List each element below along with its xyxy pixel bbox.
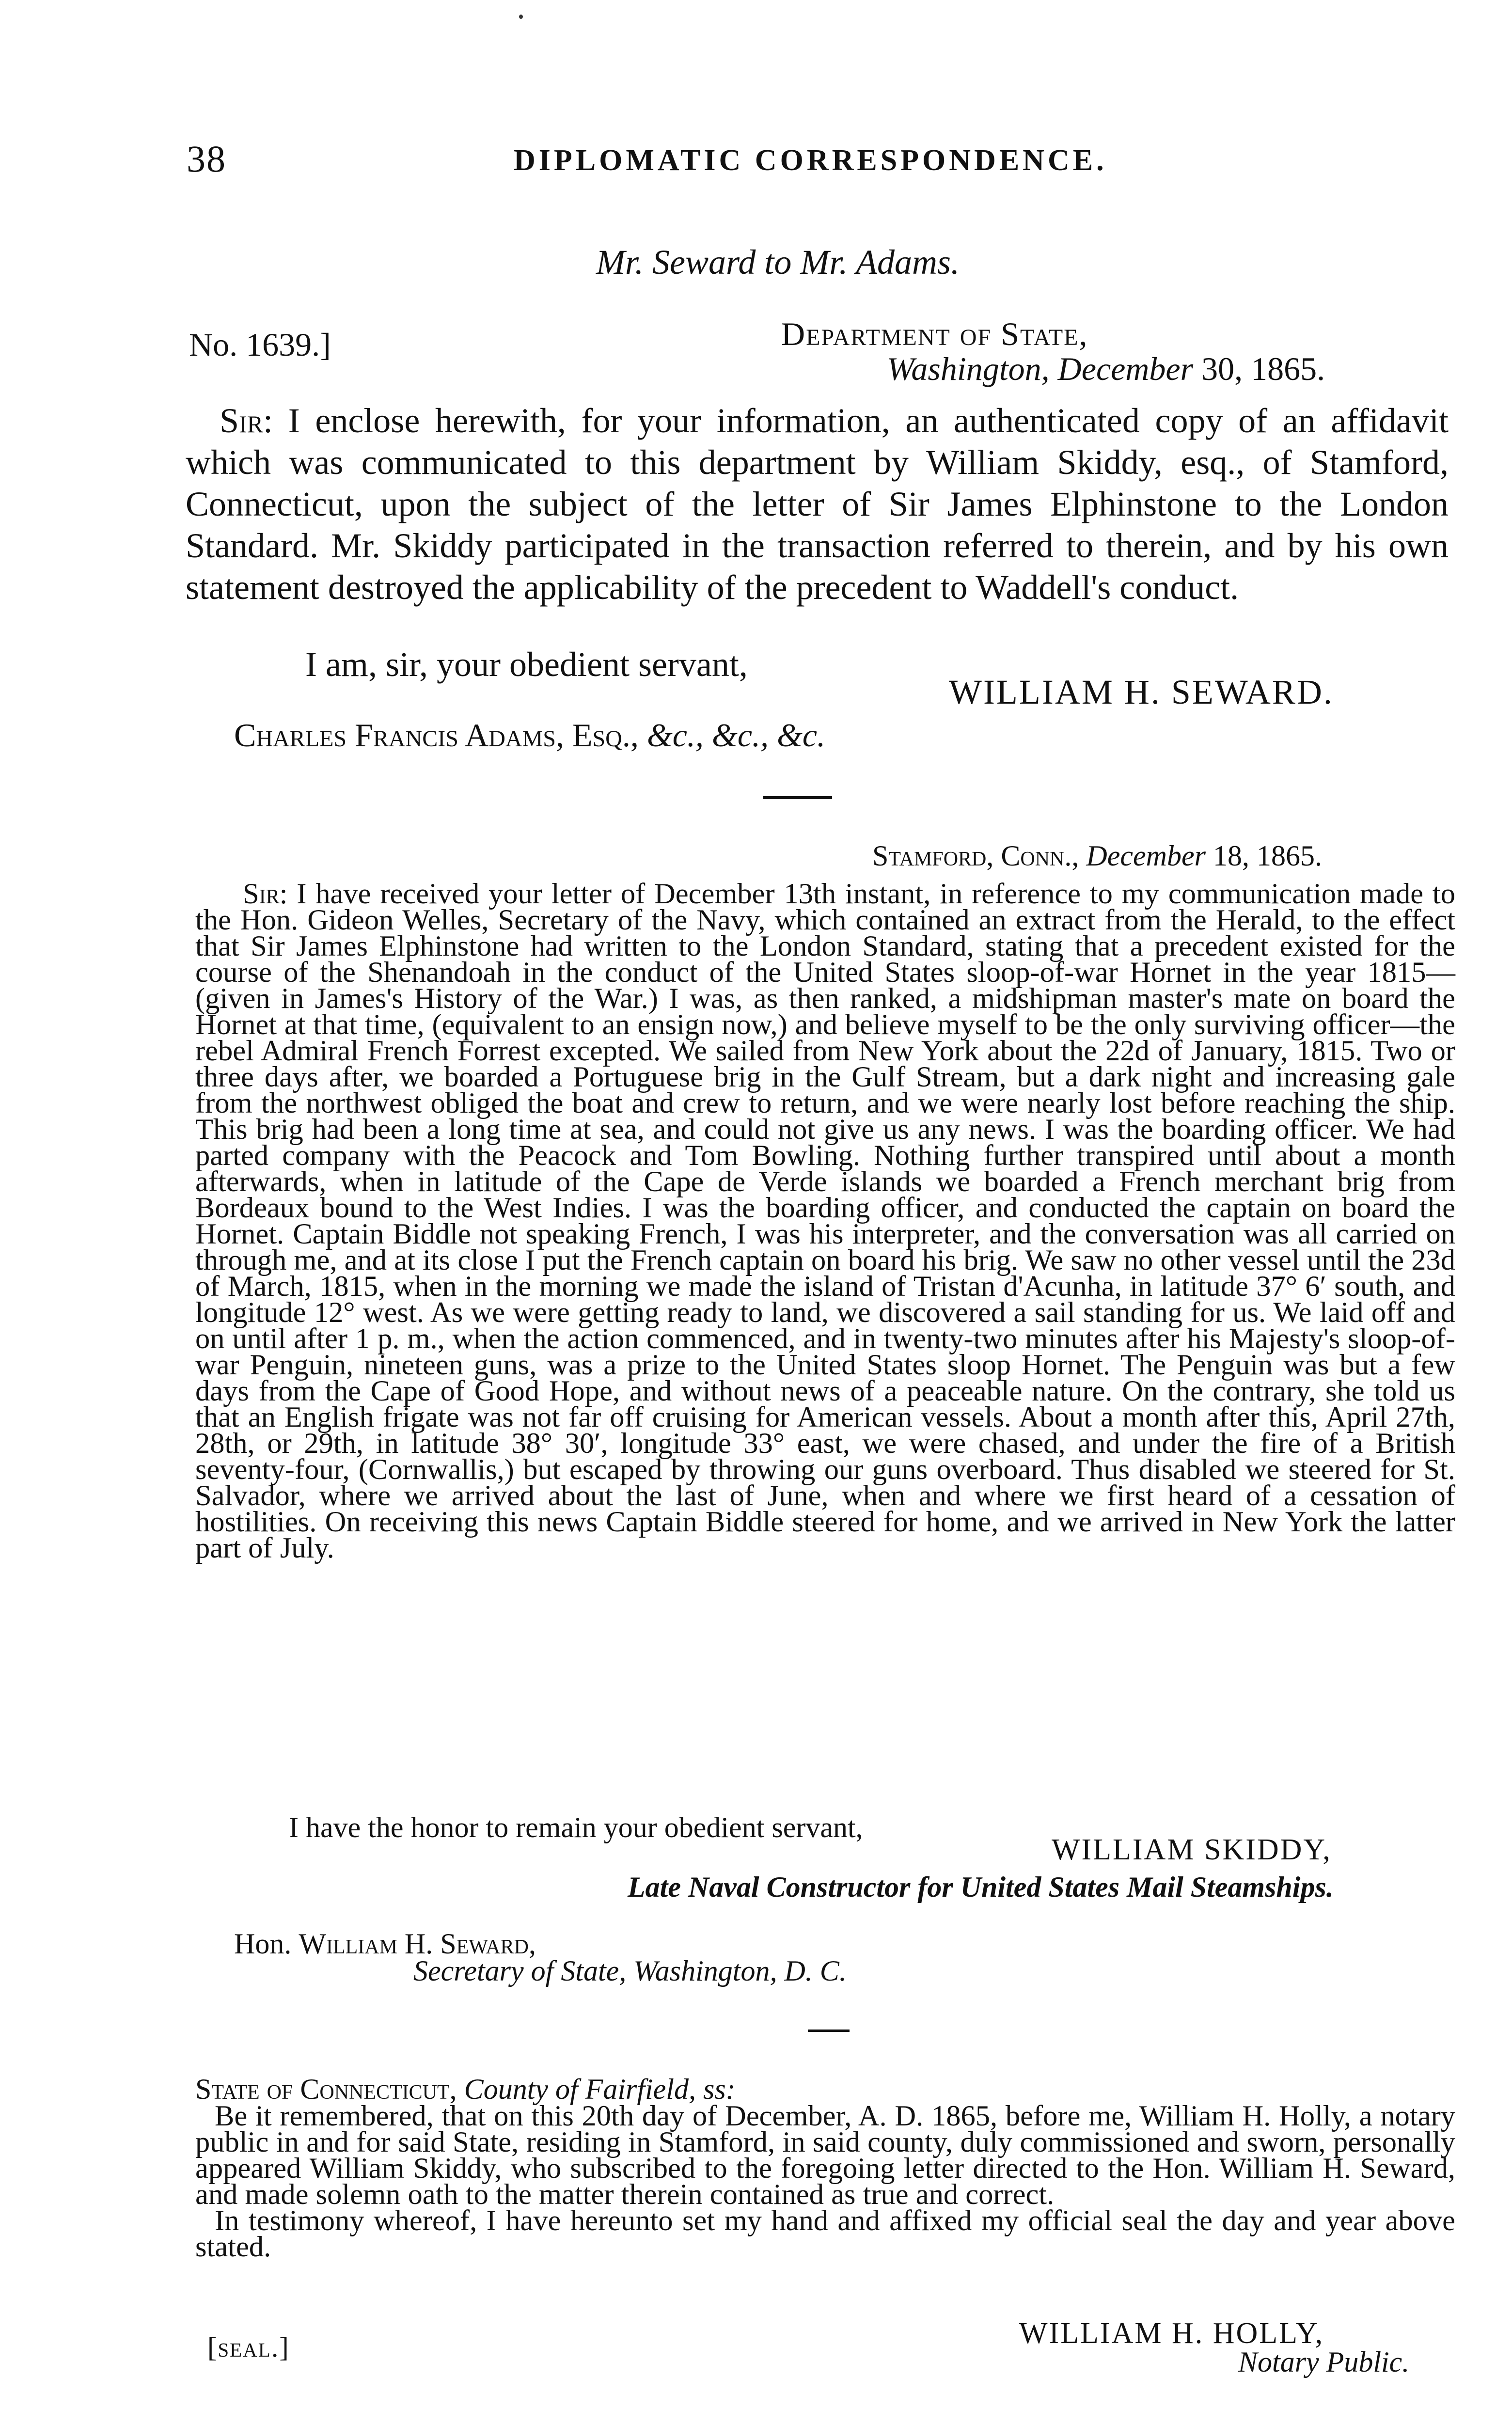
print-speck	[519, 15, 523, 19]
affidavit-paragraph: Be it remembered, that on this 20th day of December, A. D. 1865, before me, William H. Holly, a notary public in and for said State, residing in Stamford, in said county, duly commissioned and sworn, personally appeared William Skiddy, who subscribed to the foregoing letter directed to the Hon. William H. Seward, and made solemn oath to the matter therein contained as true and correct.	[195, 2100, 1455, 2211]
letter2-dateline	[872, 839, 1322, 873]
letter1-closing: I am, sir, your obedient servant,	[305, 645, 748, 684]
letter1-addressee	[234, 716, 825, 755]
dateline-month: December	[1057, 350, 1194, 387]
affidavit-paragraph: In testimony whereof, I have hereunto set my hand and affixed my official seal the day and year above stated.	[195, 2204, 1455, 2263]
section-divider	[763, 796, 832, 799]
salutation: Sir	[220, 401, 264, 440]
page-number: 38	[187, 138, 226, 180]
body-text: : I enclose herewith, for your information, an authenticated copy of an affidavit which was communicated to this department by William Skiddy, esq., of Stamford, Connecticut, upon the subject of the letter of Sir James Elphinstone to the London Standard. Mr. Skiddy participated in the transaction referred to therein, and by his own statement destroyed the applicability of the precedent to Waddell's conduct.	[186, 401, 1449, 607]
affidavit-body	[195, 2100, 1455, 2263]
seal-mark: [seal.]	[207, 2331, 290, 2363]
notary-signature: WILLIAM H. HOLLY,	[1019, 2317, 1324, 2350]
addressee-name: Charles Francis Adams, Esq.,	[234, 717, 639, 754]
document-number: No. 1639.]	[189, 326, 331, 363]
letter1-dateline	[887, 350, 1325, 388]
letter-title: Mr. Seward to Mr. Adams.	[596, 243, 960, 282]
letter2-addressee-title: Secretary of State, Washington, D. C.	[413, 1955, 847, 1987]
letter1-signature: WILLIAM H. SEWARD.	[949, 673, 1334, 711]
letter2-body	[195, 878, 1455, 1564]
venue-state: State of Connecticut,	[195, 2073, 457, 2105]
salutation: Sir	[243, 878, 280, 910]
dateline-month: December	[1086, 840, 1206, 872]
running-head: DIPLOMATIC CORRESPONDENCE.	[514, 144, 1107, 177]
letter2-signature: WILLIAM SKIDDY,	[1052, 1833, 1332, 1866]
dateline-year: 18, 1865.	[1213, 840, 1322, 872]
letter1-body	[186, 400, 1449, 608]
venue-county: County of Fairfield, ss:	[464, 2073, 736, 2105]
dateline-year: 30, 1865.	[1201, 350, 1325, 387]
addressee-etc: &c., &c., &c.	[646, 717, 826, 754]
addressee-name: William H. Seward,	[299, 1928, 536, 1960]
department-heading: Department of State,	[781, 315, 1088, 352]
notary-title: Notary Public.	[1238, 2346, 1410, 2378]
letter2-signature-title: Late Naval Constructor for United States Mail Steamships.	[628, 1871, 1334, 1903]
addressee-prefix: Hon.	[234, 1928, 292, 1960]
section-divider	[808, 2030, 850, 2032]
dateline-place: Washington,	[887, 350, 1050, 387]
letter2-closing: I have the honor to remain your obedient servant,	[289, 1811, 863, 1843]
dateline-place: Stamford, Conn.,	[872, 840, 1079, 872]
body-text: : I have received your letter of December 13th instant, in reference to my communication made to the Hon. Gideon Welles, Secretary of the Navy, which contained an extract from the Herald, to the effect that Sir James Elphinstone had written to the London Standard, stating that a precedent existed for the course of the Shenandoah in the conduct of the United States sloop-of-war Hornet in the year 1815—(given in James's History of the War.) I was, as then ranked, a midshipman master's mate on board the Hornet at that time, (equivalent to an ensign now,) and believe myself to be the only surviving officer—the rebel Admiral French Forrest excepted. We sailed from New York about the 22d of January, 1815. Two or three days after, we boarded a Portuguese brig in the Gulf Stream, but a dark night and increasing gale from the northwest obliged the boat and crew to return, and we were nearly lost before reaching the ship. This brig had been a long time at sea, and could not give us any news. I was the boarding officer. We had parted company with the Peacock and Tom Bowling. Nothing further transpired until about a month afterwards, when in latitude of the Cape de Verde islands we boarded a French merchant brig from Bordeaux bound to the West Indies. I was the boarding officer, and conducted the captain on board the Hornet. Captain Biddle not speaking French, I was his interpreter, and the conversation was all carried on through me, and at its close I put the French captain on board his brig. We saw no other vessel until the 23d of March, 1815, when in the morning we made the island of Tristan d'Acunha, in latitude 37° 6′ south, and longitude 12° west. As we were getting ready to land, we discovered a sail standing for us. We laid off and on until after 1 p. m., when the action commenced, and in twenty-two minutes after his Majesty's sloop-of-war Penguin, nineteen guns, was a prize to the United States sloop Hornet. The Penguin was but a few days from the Cape of Good Hope, and without news of a peaceable nature. On the contrary, she told us that an English frigate was not far off cruising for American vessels. About a month after this, April 27th, 28th, or 29th, in latitude 38° 30′, longitude 33° east, we were chased, and under the fire of a British seventy-four, (Cornwallis,) but escaped by throwing our guns overboard. Thus disabled we steered for St. Salvador, where we arrived about the last of June, when and where we first heard of a cessation of hostilities. On receiving this news Captain Biddle steered for home, and we arrived in New York the latter part of July.	[195, 878, 1455, 1564]
